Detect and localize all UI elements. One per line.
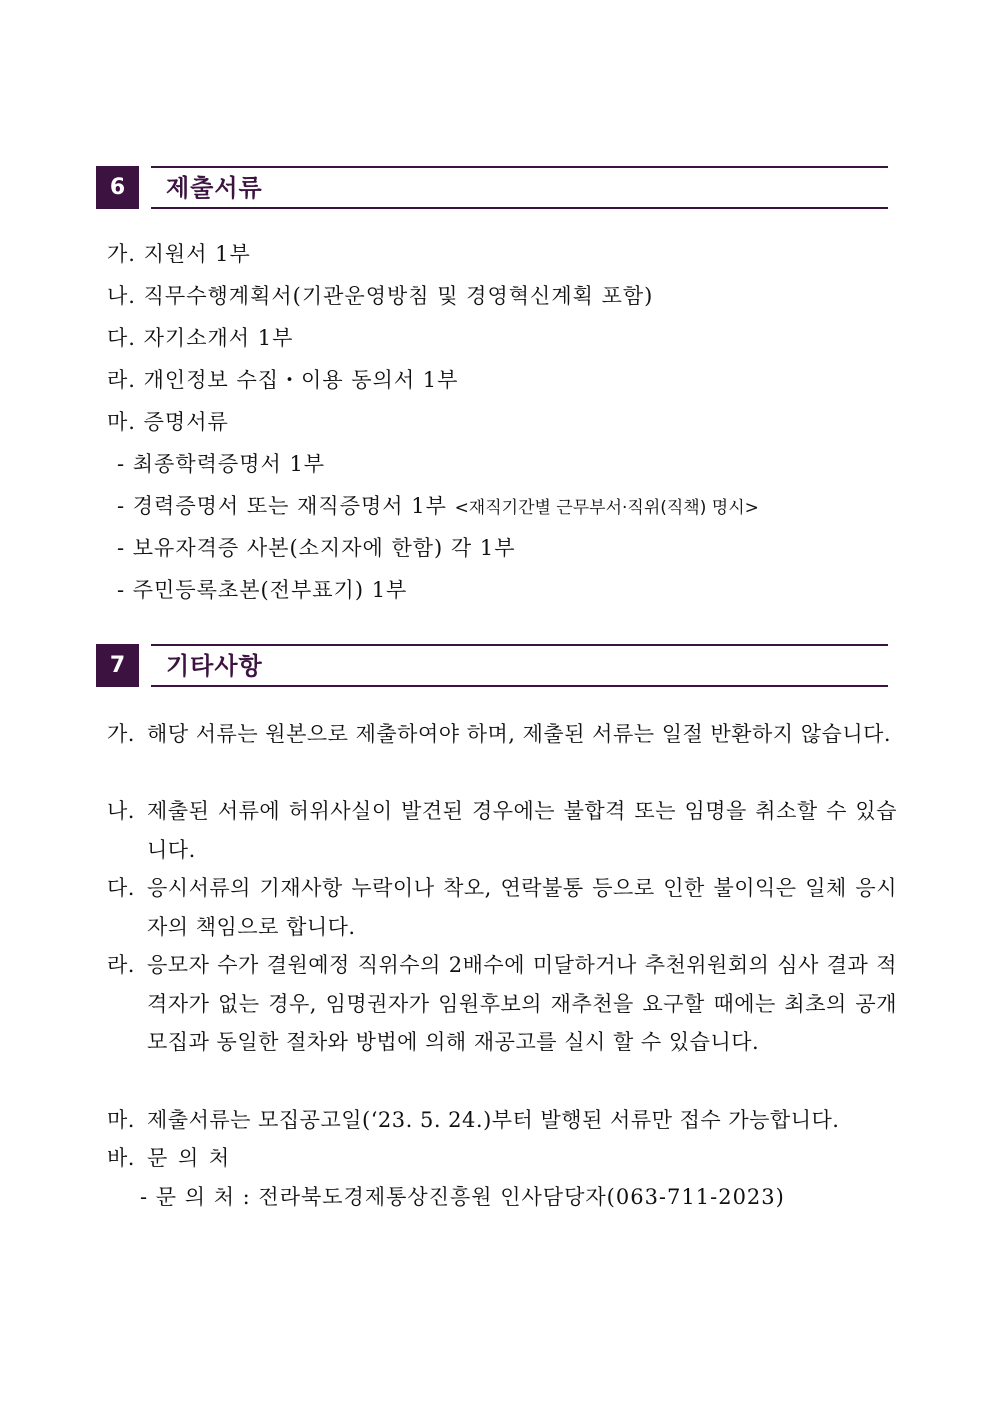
contact-line: - 문 의 처 : 전라북도경제통상진흥원 인사담당자(063-711-2023) — [140, 1185, 785, 1209]
section-6-number: 6 — [96, 166, 139, 209]
section-6-item-ma: 마. 증명서류 — [107, 410, 229, 434]
section-7-item-na — [107, 792, 897, 869]
subitem-note: <재직기간별 근무부서·직위(직책) 명시> — [454, 498, 759, 518]
section-6-subitem-1 — [117, 450, 325, 478]
item-text: 제출된 서류에 허위사실이 발견된 경우에는 불합격 또는 임명을 취소할 수 있습니다. — [147, 799, 897, 862]
section-6-header — [96, 166, 888, 210]
section-6-title: 제출서류 — [166, 174, 263, 202]
subitem-text: - 최종학력증명서 1부 — [117, 452, 326, 476]
section-7-item-ma — [107, 1101, 897, 1140]
item-marker: 바. — [107, 1146, 135, 1170]
item-text: 해당 서류는 원본으로 제출하여야 하며, 제출된 서류는 일절 반환하지 않습니다. — [147, 722, 892, 746]
item-text: 응시서류의 기재사항 누락이나 착오, 연락불통 등으로 인한 불이익은 일체 응시자의 책임으로 합니다. — [147, 876, 897, 939]
section-7-item-ba — [107, 1139, 897, 1178]
section-6-item-ra: 라. 개인정보 수집・이용 동의서 1부 — [107, 368, 459, 392]
item-text: 응모자 수가 결원예정 직위수의 2배수에 미달하거나 추천위원회의 심사 결과 적격자가 없는 경우, 임명권자가 임원후보의 재추천을 요구할 때에는 최초의 공개모집과 동일한 절차와 방법에 의해 재공고를 실시 할 수 있습니다. — [147, 953, 897, 1054]
section-7-item-ga — [107, 715, 897, 754]
item-text: 문 의 처 — [147, 1146, 232, 1170]
item-marker: 라. — [107, 953, 135, 977]
section-7-item-ra — [107, 946, 897, 1062]
section-7-number: 7 — [96, 644, 139, 687]
section-7-item-da — [107, 869, 897, 946]
section-6-subitem-2 — [117, 492, 759, 522]
section-6-item-ga: 가. 지원서 1부 — [107, 242, 251, 266]
section-7-title: 기타사항 — [166, 652, 263, 680]
section-6-rule-top — [151, 166, 888, 168]
item-text: 제출서류는 모집공고일(‘23. 5. 24.)부터 발행된 서류만 접수 가능합니다. — [147, 1108, 840, 1132]
section-7-header — [96, 644, 888, 688]
section-6-subitem-4 — [117, 576, 407, 604]
item-marker: 나. — [107, 799, 135, 823]
section-7-rule-bottom — [151, 685, 888, 687]
section-6-rule-bottom — [151, 207, 888, 209]
item-marker: 가. — [107, 722, 135, 746]
subitem-text: - 경력증명서 또는 재직증명서 1부 — [117, 494, 455, 518]
section-6-subitem-3 — [117, 534, 516, 562]
section-7-rule-top — [151, 644, 888, 646]
section-6-item-da: 다. 자기소개서 1부 — [107, 326, 294, 350]
item-marker: 다. — [107, 876, 135, 900]
subitem-text: - 주민등록초본(전부표기) 1부 — [117, 578, 408, 602]
subitem-text: - 보유자격증 사본(소지자에 한함) 각 1부 — [117, 536, 516, 560]
section-6-item-na: 나. 직무수행계획서(기관운영방침 및 경영혁신계획 포함) — [107, 284, 654, 308]
item-marker: 마. — [107, 1108, 135, 1132]
